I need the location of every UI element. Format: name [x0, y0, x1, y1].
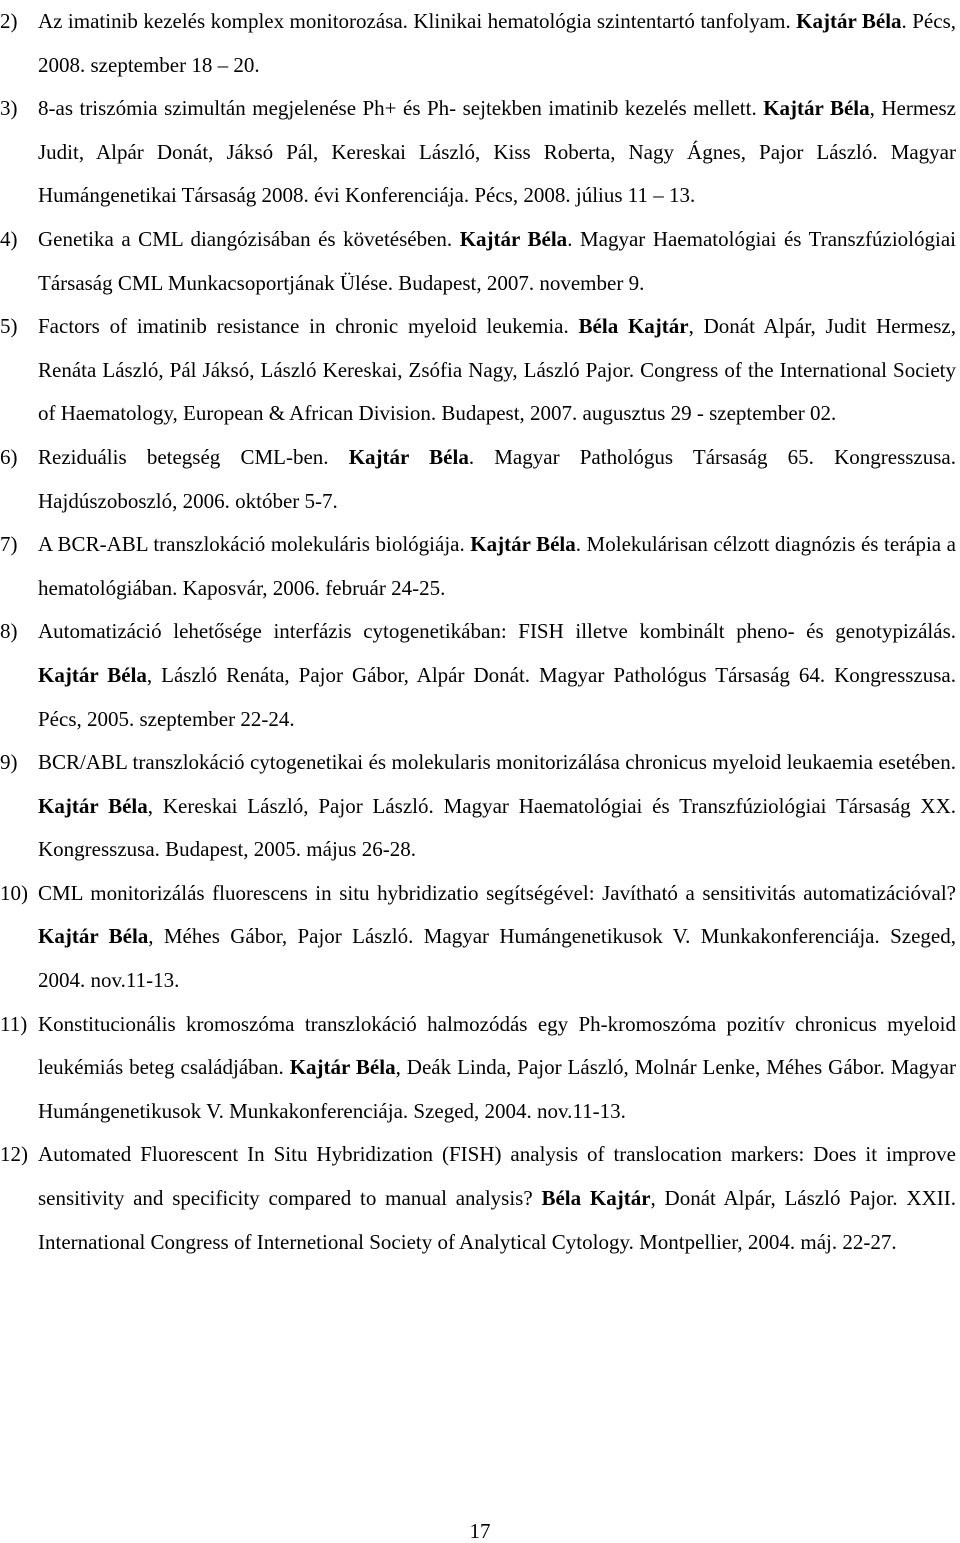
author-highlight: Béla Kajtár [578, 314, 689, 339]
reference-item [0, 741, 956, 872]
reference-item [0, 610, 956, 741]
reference-item [0, 1003, 956, 1134]
reference-item [0, 523, 956, 610]
reference-text: Automated Fluorescent In Situ Hybridization (FISH) analysis of translocation markers: Does it improve sensitivity and specificity compared to manual analysis? [38, 1142, 956, 1211]
author-highlight: Kajtár Béla [763, 96, 870, 121]
author-highlight: Béla Kajtár [541, 1186, 651, 1211]
reference-text: , Donát Alpár, Judit Hermesz, Renáta László, Pál Jáksó, László Kereskai, Zsófia Nagy, László Pajor. Congress of the International Society of Haematology, European & African Division. Budapest, 2007. augusztus 29 - szeptember 02. [38, 314, 957, 426]
reference-item [0, 218, 956, 305]
reference-number: 5) [0, 314, 18, 339]
reference-text: , Hermesz Judit, Alpár Donát, Jáksó Pál, Kereskai László, Kiss Roberta, Nagy Ágnes, Pajor László. Magyar Humángenetikai Társaság 2008. évi Konferenciája. Pécs, 2008. július 11 – 13. [38, 96, 957, 208]
reference-text: BCR/ABL transzlokáció cytogenetikai és molekularis monitorizálása chronicus myeloid leukaemia esetében. [38, 750, 956, 775]
reference-text: , László Renáta, Pajor Gábor, Alpár Donát. Magyar Pathológus Társaság 64. Kongresszusa. Pécs, 2005. szeptember 22-24. [38, 662, 956, 731]
author-highlight: Kajtár Béla [459, 226, 568, 251]
author-highlight: Kajtár Béla [38, 662, 147, 687]
reference-text: , Kereskai László, Pajor László. Magyar Haematológiai és Transzfúziológiai Társaság XX. Kongresszusa. Budapest, 2005. május 26-28. [38, 793, 956, 862]
reference-item [0, 872, 956, 1003]
reference-number: 4) [0, 226, 18, 251]
reference-text: Genetika a CML diangózisában és követésében. [38, 226, 460, 251]
reference-number: 6) [0, 444, 18, 469]
reference-text: . Magyar Haematológiai és Transzfúziológiai Társaság CML Munkacsoportjának Ülése. Budapest, 2007. november 9. [38, 226, 956, 295]
reference-text: A BCR-ABL transzlokáció molekuláris biológiája. [38, 532, 471, 557]
reference-text: . Magyar Pathológus Társaság 65. Kongresszusa. Hajdúszoboszló, 2006. október 5-7. [38, 444, 956, 513]
author-highlight: Kajtár Béla [38, 793, 148, 818]
reference-number: 7) [0, 532, 18, 557]
reference-item [0, 0, 956, 87]
author-highlight: Kajtár Béla [38, 924, 149, 949]
reference-text: . Pécs, 2008. szeptember 18 – 20. [38, 9, 956, 77]
reference-text: Konstitucionális kromoszóma transzlokáció halmozódás egy Ph-kromoszóma pozitív chronicus myeloid leukémiás beteg családjában. [38, 1011, 956, 1080]
reference-text: 8-as triszómia szimultán megjelenése Ph+ és Ph- sejtekben imatinib kezelés mellett. [38, 96, 764, 121]
page-number: 17 [469, 1519, 491, 1543]
reference-text: , Donát Alpár, László Pajor. XXII. International Congress of Internetional Society of Analytical Cytology. Montpellier, 2004. máj. 22-27. [38, 1186, 956, 1254]
author-highlight: Kajtár Béla [289, 1055, 396, 1080]
reference-text: . Molekulárisan célzott diagnózis és terápia a hematológiában. Kaposvár, 2006. február 24-25. [38, 532, 956, 600]
reference-number: 11) [0, 1011, 28, 1036]
reference-text: , Deák Linda, Pajor László, Molnár Lenke, Méhes Gábor. Magyar Humángenetikusok V. Munkakonferenciája. Szeged, 2004. nov.11-13. [38, 1055, 956, 1123]
reference-text: Automatizáció lehetősége interfázis cytogenetikában: FISH illetve kombinált pheno- és genotypizálás. [38, 619, 956, 644]
reference-number: 12) [0, 1142, 28, 1167]
reference-number: 8) [0, 619, 18, 644]
reference-text: Az imatinib kezelés komplex monitorozása. Klinikai hematológia szintentartó tanfolyam. [38, 9, 797, 33]
reference-item [0, 1133, 956, 1264]
reference-text: Factors of imatinib resistance in chronic myeloid leukemia. [38, 314, 579, 339]
reference-number: 10) [0, 880, 28, 905]
reference-item [0, 87, 956, 218]
reference-item [0, 436, 956, 523]
reference-text: Reziduális betegség CML-ben. [38, 444, 349, 469]
reference-number: 2) [0, 9, 18, 33]
author-highlight: Kajtár Béla [470, 532, 576, 557]
reference-item [0, 305, 956, 436]
reference-number: 3) [0, 96, 18, 121]
reference-text: CML monitorizálás fluorescens in situ hybridizatio segítségével: Javítható a sensitivitás automatizációval? [38, 880, 956, 905]
reference-number: 9) [0, 750, 18, 775]
author-highlight: Kajtár Béla [348, 444, 469, 469]
author-highlight: Kajtár Béla [796, 9, 902, 33]
reference-text: , Méhes Gábor, Pajor László. Magyar Humángenetikusok V. Munkakonferenciája. Szeged, 2004. nov.11-13. [38, 924, 956, 993]
